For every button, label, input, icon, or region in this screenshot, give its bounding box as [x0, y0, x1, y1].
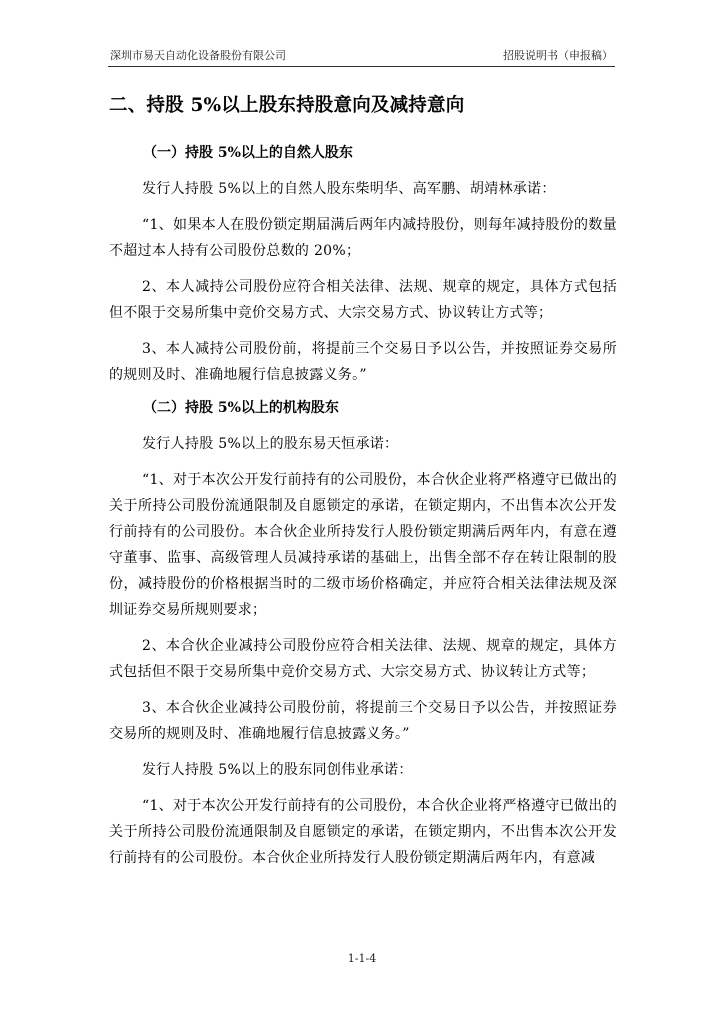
paragraph-natural-persons-item-3: 3、本人减持公司股份前，将提前三个交易日予以公告，并按照证券交易所的规则及时、准确地履行信息披露义务。” — [109, 341, 617, 383]
header-company-name: 深圳市易天自动化设备股份有限公司 — [110, 49, 286, 62]
paragraph-yitianheng-item-3: 3、本合伙企业减持公司股份前，将提前三个交易日予以公告，并按照证券交易所的规则及时、准确地履行信息披露义务。” — [109, 700, 617, 742]
paragraph-natural-persons-item-1: “1、如果本人在股份锁定期届满后两年内减持股份，则每年减持股份的数量不超过本人持有公司股份总数的 20%； — [109, 217, 617, 259]
section-title: 二、持股 5%以上股东持股意向及减持意向 — [109, 95, 465, 116]
header-divider — [108, 66, 615, 67]
paragraph-natural-persons-intro: 发行人持股 5%以上的自然人股东柴明华、高军鹏、胡靖林承诺： — [142, 181, 556, 197]
page-number: 1-1-4 — [347, 952, 377, 965]
paragraph-yitianheng-item-1: “1、对于本次公开发行前持有的公司股份，本合伙企业将严格遵守已做出的关于所持公司股份流通限制及自愿锁定的承诺，在锁定期内，不出售本次公开发行前持有的公司股份。本合伙企业所持发行人股份锁定期满后两年内，有意在遵守董事、监事、高级管理人员减持承诺的基础上，出售全部不存在转让限制的股份，减持股份的价格根据当时的二级市场价格确定，并应符合相关法律法规及深圳证券交易所规则要求； — [109, 472, 617, 618]
paragraph-yitianheng-item-2: 2、本合伙企业减持公司股份应符合相关法律、法规、规章的规定，具体方式包括但不限于交易所集中竞价交易方式、大宗交易方式、协议转让方式等； — [109, 638, 617, 680]
paragraph-natural-persons-item-2: 2、本人减持公司股份应符合相关法律、法规、规章的规定，具体方式包括但不限于交易所集中竞价交易方式、大宗交易方式、协议转让方式等； — [109, 279, 617, 321]
paragraph-tongchuangweiye-item-1: “1、对于本次公开发行前持有的公司股份，本合伙企业将严格遵守已做出的关于所持公司股份流通限制及自愿锁定的承诺，在锁定期内，不出售本次公开发行前持有的公司股份。本合伙企业所持发行人股份锁定期满后两年内，有意减 — [109, 798, 617, 866]
subsection-title-institutions: （二）持股 5%以上的机构股东 — [143, 400, 339, 416]
paragraph-yitianheng-intro: 发行人持股 5%以上的股东易天恒承诺： — [142, 436, 399, 452]
paragraph-tongchuangweiye-intro: 发行人持股 5%以上的股东同创伟业承诺： — [142, 762, 413, 778]
header-document-type: 招股说明书（申报稿） — [503, 49, 613, 62]
page-content — [109, 91, 617, 871]
subsection-title-natural-persons: （一）持股 5%以上的自然人股东 — [143, 145, 353, 161]
page-header — [108, 47, 615, 65]
